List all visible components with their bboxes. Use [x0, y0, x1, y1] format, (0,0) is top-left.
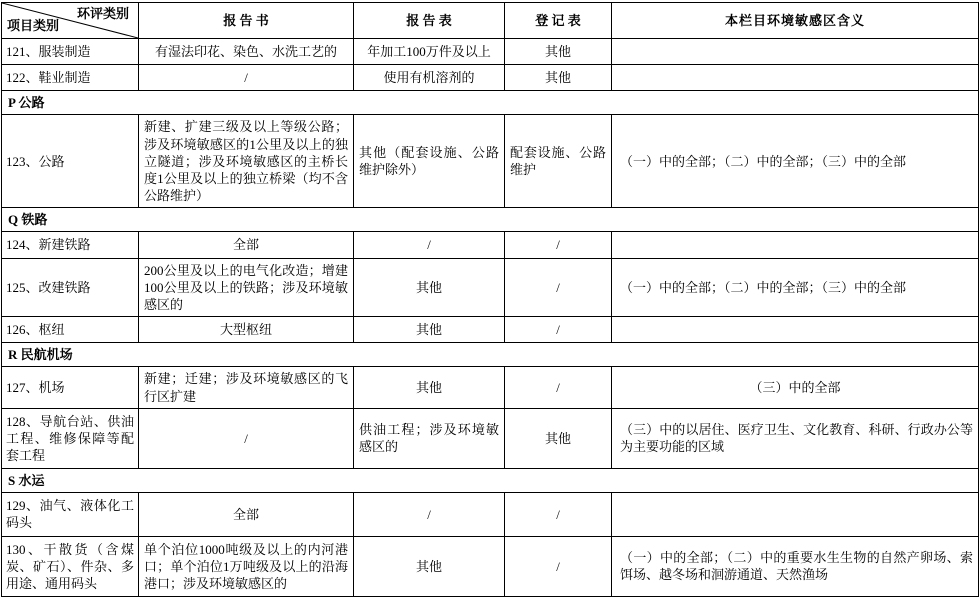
cell-report-form: /: [354, 232, 505, 258]
table-row: [2, 258, 979, 316]
header-report-form: 报 告 表: [354, 3, 505, 39]
table-row: [2, 232, 979, 258]
cell-registration-form: /: [505, 317, 612, 343]
table-row: [2, 317, 979, 343]
table-row: [2, 536, 979, 596]
section-label: R 民航机场: [2, 343, 979, 367]
table-row: [2, 367, 979, 408]
cell-project-category: 125、改建铁路: [2, 258, 139, 316]
cell-sensitive-area-meaning: [612, 317, 979, 343]
cell-report-form: 使用有机溶剂的: [354, 65, 505, 91]
cell-project-category: 123、公路: [2, 115, 139, 208]
table-row: [2, 39, 979, 65]
cell-report-form: 其他: [354, 536, 505, 596]
cell-report-form: 其他: [354, 317, 505, 343]
cell-sensitive-area-meaning: （三）中的以居住、医疗卫生、文化教育、科研、行政办公等为主要功能的区域: [612, 408, 979, 468]
cell-registration-form: /: [505, 536, 612, 596]
cell-report-book: 200公里及以上的电气化改造；增建100公里及以上的铁路；涉及环境敏感区的: [139, 258, 354, 316]
cell-report-book: 新建、扩建三级及以上等级公路；涉及环境敏感区的1公里及以上的独立隧道；涉及环境敏感区的主桥长度1公里及以上的独立桥梁（均不含公路维护）: [139, 115, 354, 208]
header-sensitive-area-meaning: 本栏目环境敏感区含义: [612, 3, 979, 39]
section-row: [2, 343, 979, 367]
diagonal-header-cell: [2, 3, 139, 39]
cell-project-category: 129、油气、液体化工码头: [2, 493, 139, 536]
section-label: Q 铁路: [2, 208, 979, 232]
cell-report-form: 年加工100万件及以上: [354, 39, 505, 65]
section-row: [2, 91, 979, 115]
cell-registration-form: /: [505, 258, 612, 316]
cell-report-book: 全部: [139, 493, 354, 536]
cell-project-category: 127、机场: [2, 367, 139, 408]
table-body: [2, 39, 979, 597]
cell-sensitive-area-meaning: （三）中的全部: [612, 367, 979, 408]
section-label: S 水运: [2, 469, 979, 493]
section-label: P 公路: [2, 91, 979, 115]
cell-registration-form: 其他: [505, 39, 612, 65]
cell-registration-form: /: [505, 367, 612, 408]
table-row: [2, 65, 979, 91]
cell-registration-form: 配套设施、公路维护: [505, 115, 612, 208]
cell-report-book: /: [139, 65, 354, 91]
cell-report-book: 大型枢纽: [139, 317, 354, 343]
header-registration-form: 登 记 表: [505, 3, 612, 39]
cell-report-book: /: [139, 408, 354, 468]
cell-sensitive-area-meaning: [612, 232, 979, 258]
cell-report-book: 有湿法印花、染色、水洗工艺的: [139, 39, 354, 65]
cell-sensitive-area-meaning: [612, 39, 979, 65]
section-row: [2, 208, 979, 232]
cell-sensitive-area-meaning: [612, 65, 979, 91]
cell-registration-form: 其他: [505, 408, 612, 468]
cell-report-book: 单个泊位1000吨级及以上的内河港口；单个泊位1万吨级及以上的沿海港口；涉及环境敏感区的: [139, 536, 354, 596]
cell-report-form: 其他: [354, 258, 505, 316]
cell-project-category: 124、新建铁路: [2, 232, 139, 258]
table-row: [2, 408, 979, 468]
cell-project-category: 130、干散货（含煤炭、矿石）、件杂、多用途、通用码头: [2, 536, 139, 596]
cell-sensitive-area-meaning: （一）中的全部；（二）中的全部；（三）中的全部: [612, 258, 979, 316]
cell-sensitive-area-meaning: [612, 493, 979, 536]
cell-project-category: 128、导航台站、供油工程、维修保障等配套工程: [2, 408, 139, 468]
header-report-book: 报 告 书: [139, 3, 354, 39]
section-row: [2, 469, 979, 493]
header-eia-category-label: 环评类别: [76, 6, 129, 21]
cell-registration-form: /: [505, 232, 612, 258]
cell-sensitive-area-meaning: （一）中的全部；（二）中的全部；（三）中的全部: [612, 115, 979, 208]
cell-report-form: 其他: [354, 367, 505, 408]
header-project-category-label: 项目类别: [7, 17, 60, 33]
cell-project-category: 126、枢纽: [2, 317, 139, 343]
cell-report-form: /: [354, 493, 505, 536]
cell-report-book: 新建；迁建；涉及环境敏感区的飞行区扩建: [139, 367, 354, 408]
cell-sensitive-area-meaning: （一）中的全部；（二）中的重要水生生物的自然产卵场、索饵场、越冬场和洄游通道、天然渔场: [612, 536, 979, 596]
cell-registration-form: /: [505, 493, 612, 536]
cell-project-category: 122、鞋业制造: [2, 65, 139, 91]
eia-category-table: [1, 2, 979, 597]
table-header-row: [2, 3, 979, 39]
table-row: [2, 493, 979, 536]
cell-report-book: 全部: [139, 232, 354, 258]
cell-report-form: 其他（配套设施、公路维护除外）: [354, 115, 505, 208]
cell-registration-form: 其他: [505, 65, 612, 91]
cell-report-form: 供油工程；涉及环境敏感区的: [354, 408, 505, 468]
cell-project-category: 121、服装制造: [2, 39, 139, 65]
table-row: [2, 115, 979, 208]
